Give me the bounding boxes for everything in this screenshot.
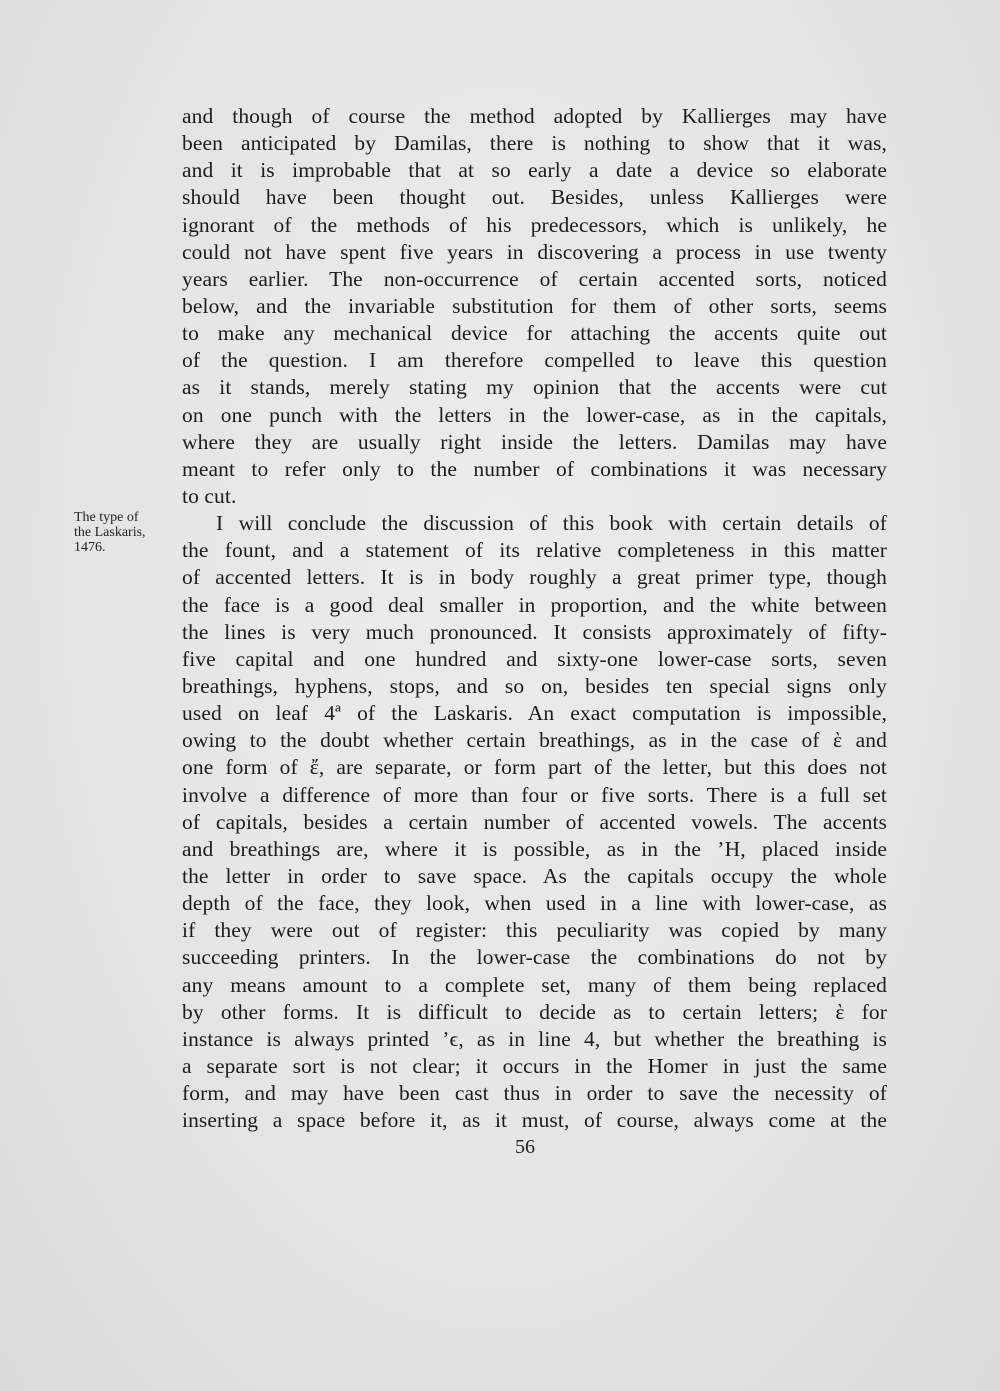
- marginal-note-line: the Laskaris,: [74, 525, 146, 540]
- text-line: on one punch with the letters in the lower-case, as in the capitals,: [182, 402, 887, 427]
- body-text: [182, 103, 887, 1134]
- text-line: the face is a good deal smaller in proportion, and the white between: [182, 592, 887, 617]
- text-line: the lines is very much pronounced. It consists approximately of fifty-: [182, 619, 887, 644]
- text-line: used on leaf 4ª of the Laskaris. An exact computation is impossible,: [182, 701, 887, 726]
- text-line: depth of the face, they look, when used in a line with lower-case, as: [182, 891, 887, 916]
- text-line: should have been thought out. Besides, unless Kallierges were: [182, 185, 887, 210]
- text-line: breathings, hyphens, stops, and so on, besides ten special signs only: [182, 673, 887, 698]
- text-line: five capital and one hundred and sixty-one lower-case sorts, seven: [182, 646, 887, 671]
- text-line: and though of course the method adopted by Kallierges may have: [182, 104, 887, 128]
- text-line: and breathings are, where it is possible, as in the ’H, placed inside: [182, 836, 887, 861]
- text-line: as it stands, merely stating my opinion that the accents were cut: [182, 375, 887, 400]
- text-line: years earlier. The non-occurrence of certain accented sorts, noticed: [182, 266, 887, 291]
- marginal-note-line: The type of: [74, 510, 139, 525]
- text-line: one form of ἔ, are separate, or form part of the letter, but this does not: [182, 755, 887, 780]
- text-line: a separate sort is not clear; it occurs in the Homer in just the same: [182, 1053, 887, 1078]
- text-line: been anticipated by Damilas, there is nothing to show that it was,: [182, 131, 887, 156]
- marginal-note-line: 1476.: [74, 540, 106, 555]
- text-line: instance is always printed ’ϵ, as in line 4, but whether the breathing is: [182, 1026, 887, 1051]
- text-line: form, and may have been cast thus in order to save the necessity of: [182, 1081, 887, 1106]
- text-line: to make any mechanical device for attaching the accents quite out: [182, 321, 887, 346]
- text-line: meant to refer only to the number of combinations it was necessary: [182, 456, 887, 481]
- text-line: below, and the invariable substitution for them of other sorts, seems: [182, 293, 887, 318]
- text-line: any means amount to a complete set, many of them being replaced: [182, 972, 887, 997]
- text-line: succeeding printers. In the lower-case the combinations do not by: [182, 945, 887, 970]
- text-line: where they are usually right inside the letters. Damilas may have: [182, 429, 887, 454]
- text-line: of accented letters. It is in body roughly a great primer type, though: [182, 565, 887, 590]
- text-line: of the question. I am therefore compelled to leave this question: [182, 348, 887, 373]
- text-line: could not have spent five years in discovering a process in use twenty: [182, 239, 887, 264]
- text-line: and it is improbable that at so early a date a device so elaborate: [182, 158, 887, 183]
- text-line: the letter in order to save space. As the capitals occupy the whole: [182, 863, 887, 888]
- text-line: inserting a space before it, as it must, of course, always come at the: [182, 1108, 887, 1133]
- page-number: 56: [515, 1136, 535, 1158]
- marginal-note: [74, 510, 184, 555]
- text-line: ignorant of the methods of his predecessors, which is unlikely, he: [182, 212, 887, 237]
- paragraph-start-line: I will conclude the discussion of this book with certain details of: [216, 511, 887, 536]
- text-line: if they were out of register: this peculiarity was copied by many: [182, 918, 887, 943]
- text-line: to cut.: [182, 483, 237, 508]
- text-line: the fount, and a statement of its relative completeness in this matter: [182, 538, 887, 563]
- text-line: involve a difference of more than four or five sorts. There is a full set: [182, 782, 887, 807]
- text-line: by other forms. It is difficult to decide as to certain letters; ὲ for: [182, 999, 887, 1024]
- text-line: of capitals, besides a certain number of accented vowels. The accents: [182, 809, 887, 834]
- text-line: owing to the doubt whether certain breathings, as in the case of ὲ and: [182, 728, 887, 753]
